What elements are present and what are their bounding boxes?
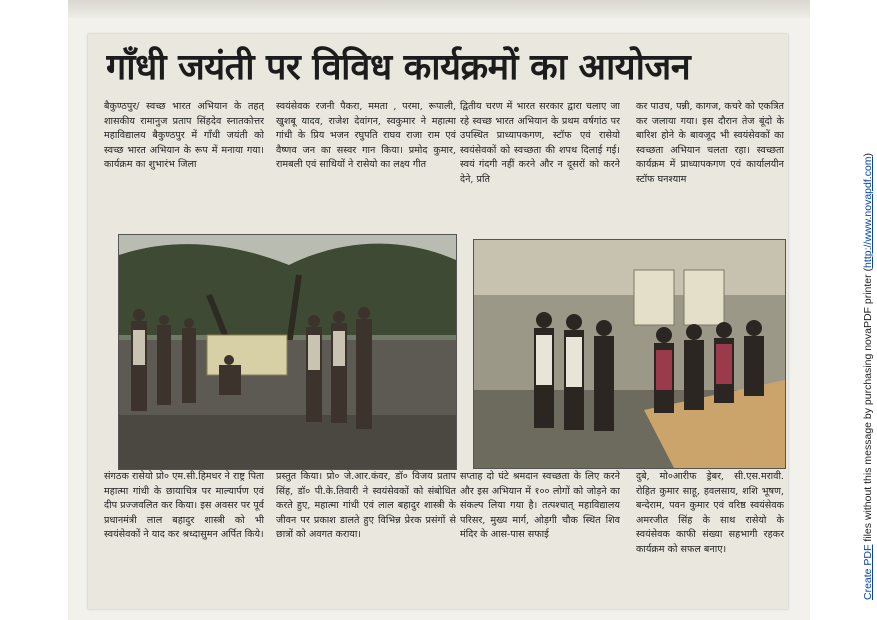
article-column-1: बैकुण्ठपुर/ स्वच्छ भारत अभियान के तहत् शासकीय रामानुज प्रताप सिंहदेव स्नातकोत्तर महाविद्यालय बैकुण्ठपुर में गाँधी जयंती को स्वच्छ भारत अभियान के रूप में मनाया गया। कार्यक्रम का शुभारंभ जिला — [104, 101, 264, 171]
newspaper-clipping — [88, 34, 788, 609]
article-column-3: द्वितीय चरण में भारत सरकार द्वारा चलाए जा रहे स्वच्छ भारत अभियान के प्रथम वर्षगांठ पर उपस्थित प्राध्यापकगण, स्टॉफ एवं रासेयो स्वयंसेवकों को स्वच्छता की शपथ दिलाई गई। स्वयं गंदगी नहीं करने और न दूसरों को करने देने, प्रति — [460, 101, 620, 185]
page-top-edge — [68, 0, 810, 18]
photo-oath-ceremony — [473, 239, 786, 469]
article-column-7: सप्ताह दो घंटे श्रमदान स्वच्छता के लिए करने और इस अभियान में १०० लोगों को जोड़ने का संकल्प लिया गया है। तत्पश्चात् महाविद्यालय परिसर, मुख्य मार्ग, ओड़गी चौक स्थित शिव मंदिर के आस-पास सफाई — [460, 471, 620, 541]
novapdf-url-link[interactable]: http://www.novapdf.com — [862, 156, 874, 268]
create-pdf-link[interactable]: Create PDF — [862, 544, 874, 600]
article-column-4: कर पाउच, पन्नी, कागज, कचरे को एकत्रित कर जलाया गया। इस दौरान तेज बूंदो के बारिश होने के बावजूद भी स्वयंसेवकों का स्वच्छता अभियान चलता रहा। स्वच्छता कार्यक्रम में प्राध्यापकगण एवं कार्यालयीन स्टॉफ घनश्याम — [636, 101, 784, 185]
scanned-page — [68, 0, 810, 620]
article-column-2: स्वयंसेवक रजनी पैकरा, ममता , परमा, रूपाली, खुशबू यादव, राजेश देवांगन, स्वकुमार ने महात्मा गांधी के प्रिय भजन रघुपति राघव राजा राम एवं वैष्णव जन का सस्वर गान किया। प्रमोद कुमार, रामबली एवं साथियों ने रासेयो का लक्ष्य गीत — [276, 101, 456, 171]
novapdf-watermark — [860, 0, 876, 600]
article-column-8: दुबे, मो०आरीफ ड्रेबर, सी.एस.मरावी. रोहित कुमार साहू, हवलसाय, शशि भूषण, बन्देराम, पवन कुमार एवं वरिष्ठ स्वयंसेवक अमरजीत सिंह के साथ रासेयो के स्वयंसेवक काफी संख्या सहभागी रहकर कार्यक्रम को सफल बनाए। — [636, 471, 784, 555]
article-headline: गाँधी जयंती पर विविध कार्यक्रमों का आयोजन — [106, 47, 691, 88]
photo-rally — [118, 234, 457, 470]
article-column-5: संगठक रासेयो प्रो० एम.सी.हिमधर ने राष्ट्र पिता महात्मा गांधी के छायाचित्र पर माल्यार्पण एवं दीप प्रज्जवलित कर किया। इस अवसर पर पूर्व प्रधानमंत्री लाल बहादुर शास्त्री को भी स्वयंसेवकों ने याद कर श्रध्दासुमन अर्पित किये। — [104, 471, 264, 541]
watermark-text: files without this message by purchasing novaPDF printer ( — [862, 267, 874, 545]
article-column-6: प्रस्तुत किया। प्रो० जे.आर.कंवर, डॉ० विजय प्रताप सिंह, डॉ० पी.के.तिवारी ने स्वयंसेवकों को संबोधित करते हुए, महात्मा गांधी एवं लाल बहादुर शास्त्री के जीवन पर प्रकाश डालते हुए विभिन्न प्रेरक प्रसंगों से छात्रों को अवगत कराया। — [276, 471, 456, 541]
watermark-end: ) — [862, 152, 874, 157]
